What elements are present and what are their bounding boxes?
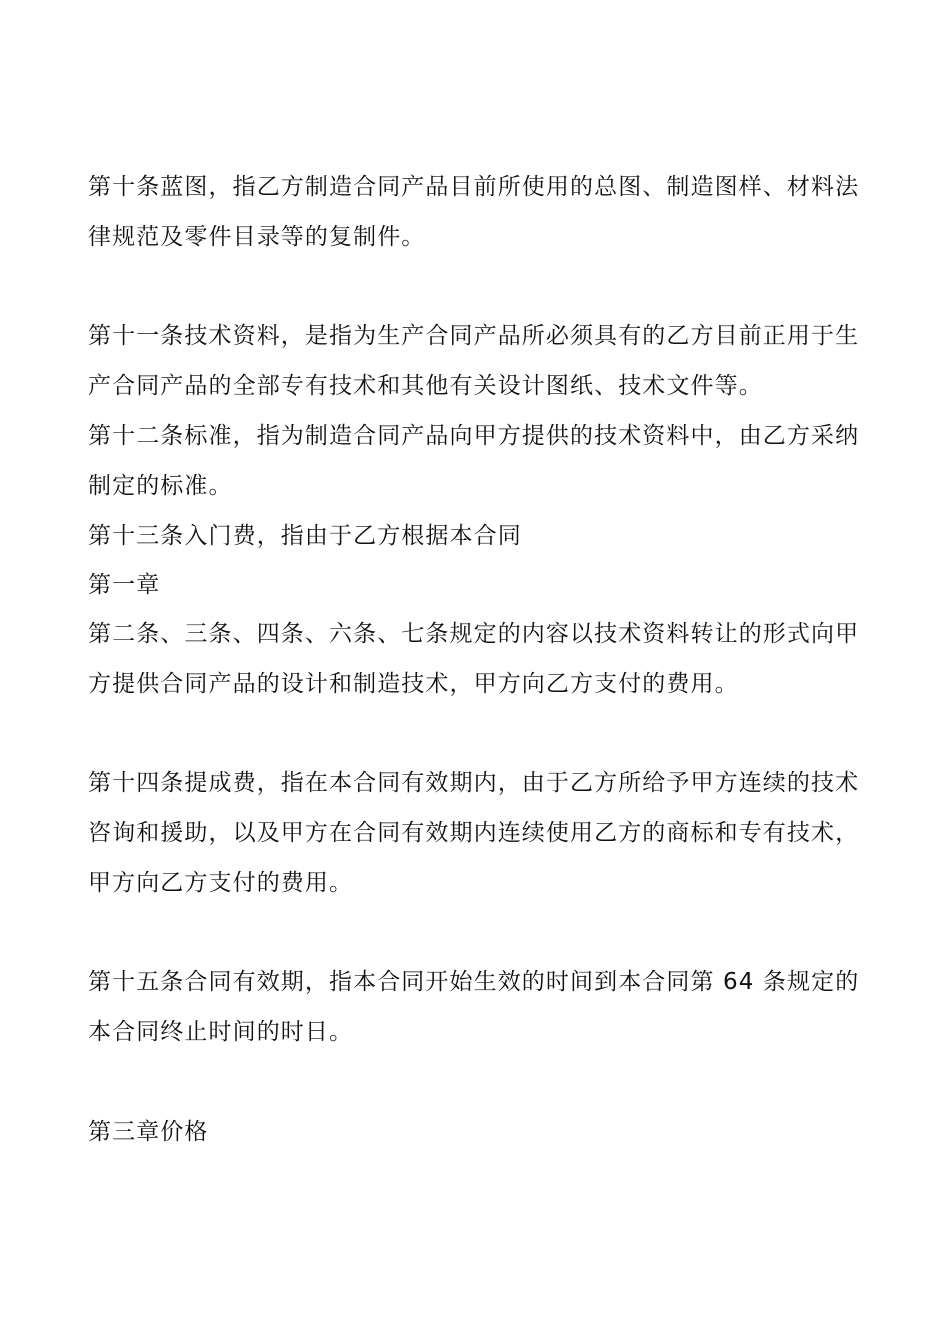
article-15-validity-period: 第十五条合同有效期，指本合同开始生效的时间到本合同第 64 条规定的本合同终止时间的时日。	[88, 969, 860, 1045]
chapter-three-heading: 第三章价格	[88, 1119, 209, 1145]
article-12-standard: 第十二条标准，指为制造合同产品向甲方提供的技术资料中，由乙方采纳制定的标准。	[88, 423, 860, 499]
article-13-entry-fee: 第十三条入门费，指由于乙方根据本合同	[88, 523, 522, 549]
article-13-continuation: 第二条、三条、四条、六条、七条规定的内容以技术资料转让的形式向甲方提供合同产品的设计和制造技术，甲方向乙方支付的费用。	[88, 621, 860, 697]
article-11-technical-data: 第十一条技术资料，是指为生产合同产品所必须具有的乙方目前正用于生产合同产品的全部专有技术和其他有关设计图纸、技术文件等。	[88, 323, 860, 399]
article-10-blueprint: 第十条蓝图，指乙方制造合同产品目前所使用的总图、制造图样、材料法律规范及零件目录等的复制件。	[88, 174, 860, 250]
article-14-royalty: 第十四条提成费，指在本合同有效期内，由于乙方所给予甲方连续的技术咨询和援助，以及甲方在合同有效期内连续使用乙方的商标和专有技术，甲方向乙方支付的费用。	[88, 770, 860, 896]
chapter-one-heading: 第一章	[88, 572, 161, 598]
